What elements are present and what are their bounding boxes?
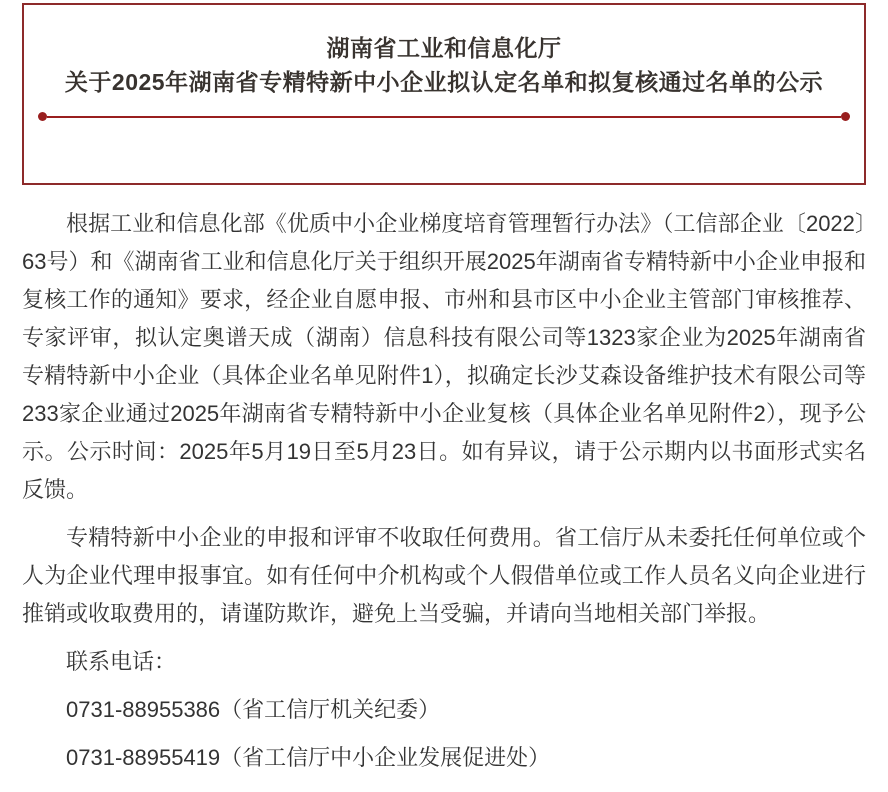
rule-line	[47, 116, 841, 118]
announcement-body	[0, 185, 888, 777]
announcement-header	[22, 3, 866, 185]
rule-left-dot-icon	[38, 112, 47, 121]
rule-right-dot-icon	[841, 112, 850, 121]
paragraph-main: 根据工业和信息化部《优质中小企业梯度培育管理暂行办法》（工信部企业〔2022〕63号）和《湖南省工业和信息化厅关于组织开展2025年湖南省专精特新中小企业申报和复核工作的通知》要求，经企业自愿申报、市州和县市区中小企业主管部门审核推荐、专家评审，拟认定奥谱天成（湖南）信息科技有限公司等1323家企业为2025年湖南省专精特新中小企业（具体企业名单见附件1），拟确定长沙艾森设备维护技术有限公司等233家企业通过2025年湖南省专精特新中小企业复核（具体企业名单见附件2），现予公示。公示时间：2025年5月19日至5月23日。如有异议，请于公示期内以书面形式实名反馈。	[22, 211, 866, 502]
announcement-page	[0, 3, 888, 777]
org-title: 湖南省工业和信息化厅	[326, 35, 562, 61]
contact-label: 联系电话：	[66, 649, 177, 674]
contact-phone-1: 0731-88955386（省工信厅机关纪委）	[66, 697, 441, 722]
decorative-rule	[38, 112, 850, 121]
paragraph-anti-fraud-warning: 专精特新中小企业的申报和评审不收取任何费用。省工信厅从未委托任何单位或个人为企业代理申报事宜。如有任何中介机构或个人假借单位或工作人员名义向企业进行推销或收取费用的，请谨防欺诈，避免上当受骗，并请向当地相关部门举报。	[22, 525, 866, 626]
contact-phone-2: 0731-88955419（省工信厅中小企业发展促进处）	[66, 745, 551, 770]
announcement-title: 关于2025年湖南省专精特新中小企业拟认定名单和拟复核通过名单的公示	[64, 69, 824, 95]
